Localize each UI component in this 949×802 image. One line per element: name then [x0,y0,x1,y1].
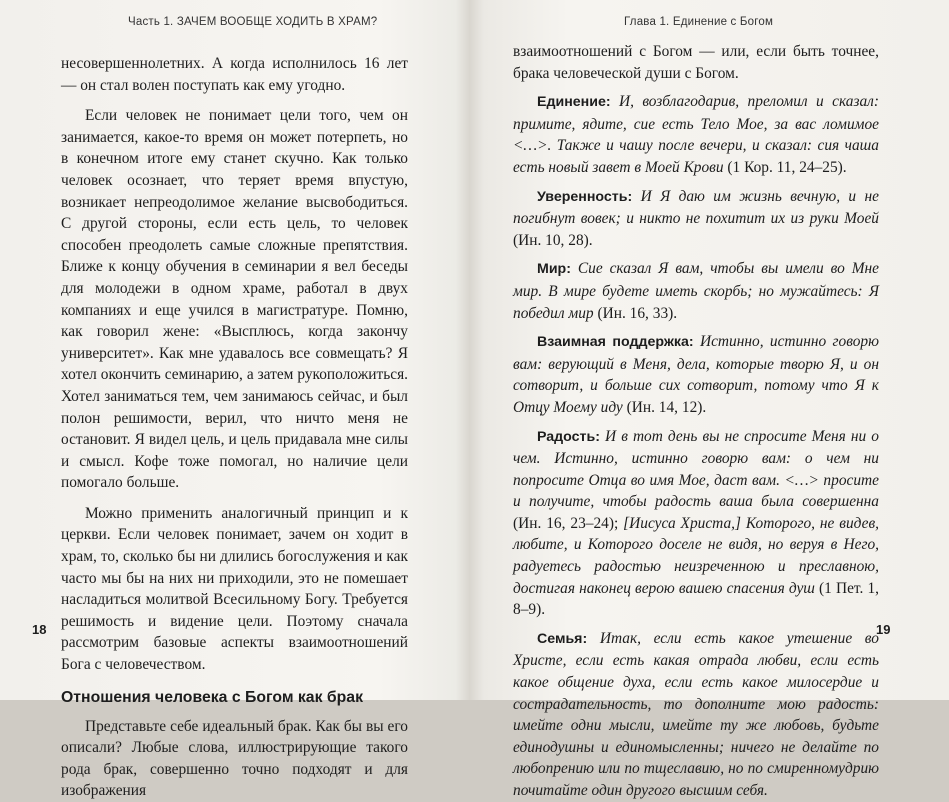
running-head-right: Глава 1. Единение с Богом [624,16,774,28]
scripture-reference: (1 Кор. 11, 24–25). [727,158,847,176]
left-page-body [61,53,408,802]
paragraph: несовершеннолетних. А когда исполнилось 16 лет — он стал волен поступать как ему угодно. [61,55,408,94]
keyword: Единение: [537,94,611,111]
keyword: Радость: [537,428,600,445]
list-item [513,426,879,621]
scripture-quote: Сие сказал Я вам, чтобы вы имели во Мне мир. В мире будете иметь скорбь; но мужайтесь: Я победил мир [513,260,879,322]
keyword: Уверенность: [537,188,633,205]
scripture-quote: И, возблагодарив, преломил и сказал: примите, ядите, сие есть Тело Мое, за вас ломимое <…>. Также и чашу после вечери, и сказал: сия чаша есть новый завет в Моей Крови [513,93,879,176]
running-head-left: Часть 1. ЗАЧЕМ ВООБЩЕ ХОДИТЬ В ХРАМ? [128,16,378,28]
list-item [513,258,879,324]
list-item [513,186,879,252]
right-page [475,0,949,799]
scripture-reference: (Ин. 16, 23–24); [513,514,619,532]
list-item [513,628,879,802]
scripture-reference: (1 Пет. 1, 8–9). [513,579,879,619]
paragraph: Если человек не понимает цели того, чем он занимается, какое-то время он может потерпеть, но в конечном итоге ему станет скучно. Как только человек осознает, что теряет время впустую, возникает непреодолимое желание высвободиться. С другой стороны, если есть цель, то человек способен преодолеть самые сложные препятствия. Ближе к концу обучения в семинарии я вел беседы для молодежи в одном храме, работал в двух компаниях и еще учился в магистратуре. Помню, как говорил жене: «Высплюсь, когда закончу университет». Как мне удавалось все совмещать? Я хотел окончить семинарию, а затем рукоположиться. Хотел заниматься тем, чем занимаюсь сейчас, и был полон решимости, верил, что ничто меня не остановит. Я видел цель, и цель придавала мне силы и смысл. Кофе тоже помогал, но наличие цели помогало больше. [61,107,408,492]
right-page-body [513,41,879,802]
keyword: Семья: [537,630,588,647]
list-item [513,91,879,178]
keyword: Взаимная поддержка: [537,334,694,351]
scripture-quote: Истинно, истинно говорю вам: верующий в Меня, дела, которые творю Я, и он сотворит, и больше сих сотворит, потому что Я к Отцу Моему иду [513,333,879,416]
paragraph: Можно применить аналогичный принцип и к церкви. Если человек понимает, зачем он ходит в храм, то, сколько бы ни длились богослужения и как часто мы бы на них ни приходили, это не помешает насладиться молитвой Всесильному Богу. Требуется решимость и видение цели. Поэтому сначала рассмотрим базовые аспекты взаимоотношений Бога с человечеством. [61,504,408,674]
list-item [513,331,879,418]
intro-paragraph: взаимоотношений с Богом — или, если быть точнее, брака человеческой души с Богом. [513,43,879,82]
paragraph: Представьте себе идеальный брак. Как бы вы его описали? Любые слова, иллюстрирующие такого рода брак, совершенно точно подходят и для изображения [61,717,408,800]
scripture-quote: Итак, если есть какое утешение во Христе, если есть какая отрада любви, если есть какое общение духа, если есть какое милосердие и сострадательность, то дополните мою радость: имейте одни мысли, имейте ту же любовь, будьте единодушны и единомысленны; ничего не делайте по любопрению или по тщеславию, но по смиренномудрию почитайте один другого высшим себя. [513,629,879,799]
page-number-right: 19 [876,622,891,637]
scripture-quote: И в тот день вы не спросите Меня ни о чем. Истинно, истинно говорю вам: о чем ни попросите Отца во имя Мое, даст вам. <…> просите и получите, чтобы радость ваша была совершенна [513,427,879,511]
left-page [0,0,474,800]
scripture-quote: Которого, не видев, любите, и Которого доселе не видя, но веруя в Него, радуетесь радостью неизреченною и преславною, достигая наконец верою вашею спасения душ [513,514,879,597]
page-number-left: 18 [32,622,47,637]
keyword: Мир: [537,261,571,278]
bracket-insert: [Иисуса Христа,] [623,514,742,532]
scripture-reference: (Ин. 10, 28). [513,231,593,249]
section-heading: Отношения человека с Богом как брак [61,688,363,706]
scripture-reference: (Ин. 16, 33). [597,304,678,322]
scripture-quote: И Я даю им жизнь вечную, и не погибнут вовек; и никто не похитит их из руки Моей [513,187,879,228]
scripture-reference: (Ин. 14, 12). [626,398,707,416]
